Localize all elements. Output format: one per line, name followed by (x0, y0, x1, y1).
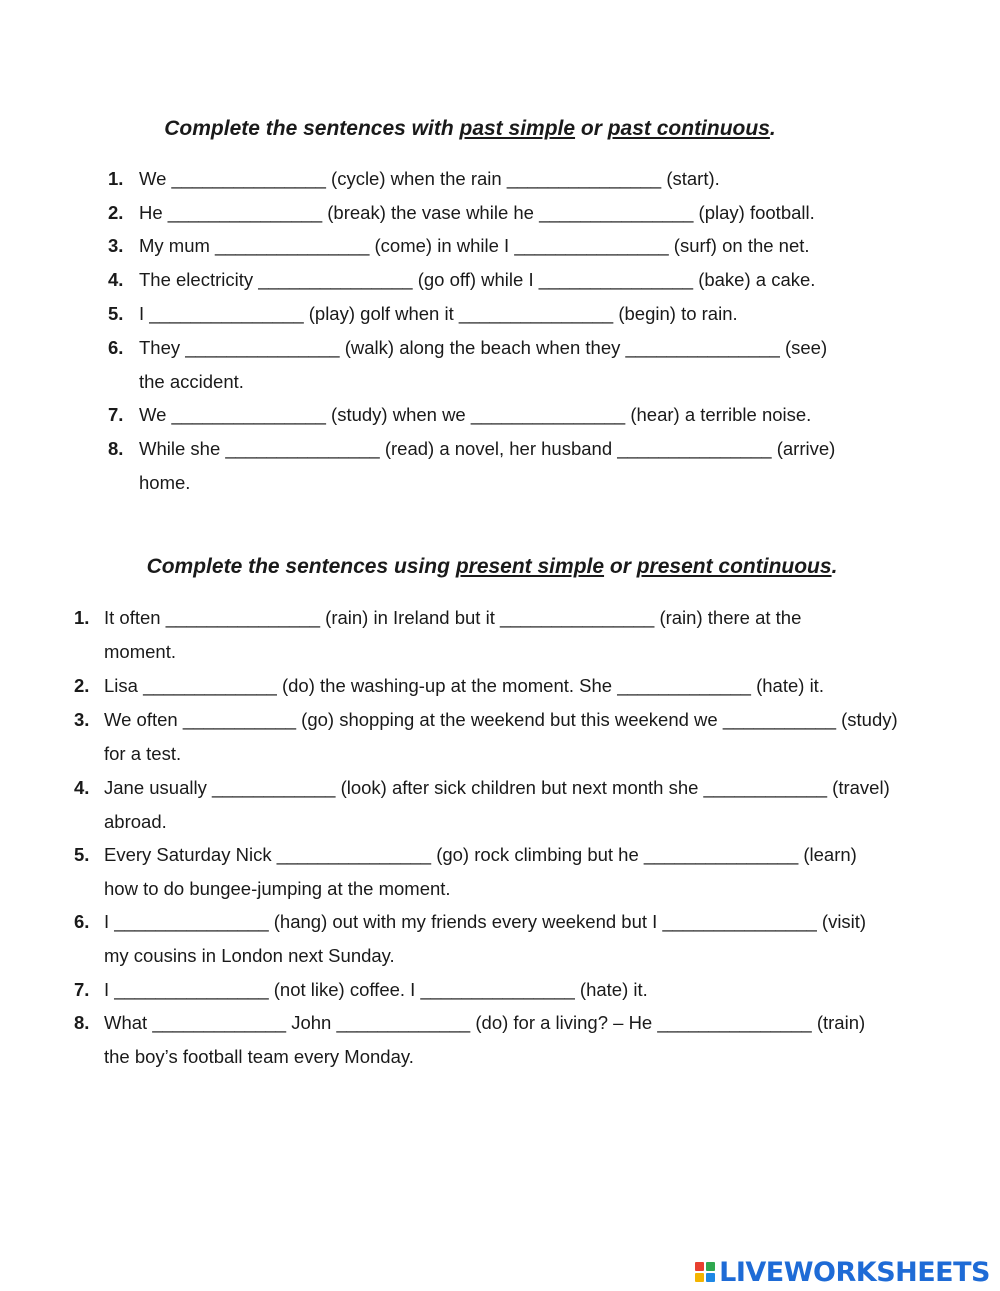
sentence-line: how to do bungee-jumping at the moment. (104, 878, 451, 899)
heading-term-past-simple: past simple (459, 117, 576, 140)
heading-term-present-continuous: present continuous (636, 555, 832, 578)
sentence-line: my cousins in London next Sunday. (104, 945, 395, 966)
sentence-line: I _______________ (play) golf when it _______________ (begin) to rain. (139, 303, 738, 324)
sentence-line: What _____________ John _____________ (do) for a living? – He _______________ (train) (104, 1012, 866, 1033)
sentence-line: abroad. (104, 811, 167, 832)
item-number: 2. (108, 202, 124, 223)
sentence-line: for a test. (104, 743, 182, 764)
sentence-line: My mum _______________ (come) in while I _______________ (surf) on the net. (139, 235, 810, 256)
heading-term-past-continuous: past continuous (607, 117, 770, 140)
item-number: 8. (74, 1012, 90, 1033)
heading-suffix: . (769, 117, 776, 140)
item-number: 6. (108, 337, 124, 358)
item-number: 3. (74, 709, 90, 730)
sentence-line: We _______________ (study) when we _______________ (hear) a terrible noise. (139, 404, 812, 425)
item-number: 5. (108, 303, 124, 324)
sentence-line: the accident. (139, 371, 244, 392)
sentence-line: Every Saturday Nick _______________ (go) rock climbing but he _______________ (learn) (104, 844, 857, 865)
sentence-line: It often _______________ (rain) in Ireland but it _______________ (rain) there at the (104, 607, 802, 628)
heading-term-present-simple: present simple (455, 555, 605, 578)
exercise2-heading (0, 555, 992, 579)
item-number: 3. (108, 235, 124, 256)
heading-suffix: . (831, 555, 838, 578)
sentence-line: moment. (104, 641, 176, 662)
heading-join: or (575, 117, 608, 140)
sentence-line: Lisa _____________ (do) the washing-up at the moment. She _____________ (hate) it. (104, 675, 824, 696)
sentence-line: They _______________ (walk) along the beach when they _______________ (see) (139, 337, 828, 358)
liveworksheets-logo (695, 1257, 990, 1287)
item-number: 4. (74, 777, 90, 798)
sentence-line: the boy’s football team every Monday. (104, 1046, 414, 1067)
sentence-line: Jane usually ____________ (look) after sick children but next month she ____________ (travel) (104, 777, 890, 798)
sentence-line: The electricity _______________ (go off) while I _______________ (bake) a cake. (139, 269, 816, 290)
sentence-line: I _______________ (hang) out with my friends every weekend but I _______________ (visit) (104, 911, 867, 932)
heading-join: or (604, 555, 637, 578)
item-number: 7. (108, 404, 124, 425)
sentence-line: He _______________ (break) the vase while he _______________ (play) football. (139, 202, 815, 223)
sentence-line: We _______________ (cycle) when the rain _______________ (start). (139, 168, 720, 189)
item-number: 6. (74, 911, 90, 932)
heading-prefix: Complete the sentences with (164, 117, 460, 140)
item-number: 1. (108, 168, 124, 189)
item-number: 4. (108, 269, 124, 290)
item-number: 1. (74, 607, 90, 628)
sentence-line: I _______________ (not like) coffee. I _______________ (hate) it. (104, 979, 648, 1000)
item-number: 2. (74, 675, 90, 696)
heading-prefix: Complete the sentences using (146, 555, 456, 578)
item-number: 5. (74, 844, 90, 865)
exercise1-heading (0, 117, 970, 141)
item-number: 8. (108, 438, 124, 459)
sentence-line: We often ___________ (go) shopping at the weekend but this weekend we ___________ (study) (104, 709, 898, 730)
sentence-line: While she _______________ (read) a novel, her husband _______________ (arrive) (139, 438, 836, 459)
brand-name: LIVEWORKSHEETS (719, 1256, 990, 1288)
sentence-line: home. (139, 472, 191, 493)
item-number: 7. (74, 979, 90, 1000)
liveworksheets-mark-icon (695, 1262, 715, 1282)
